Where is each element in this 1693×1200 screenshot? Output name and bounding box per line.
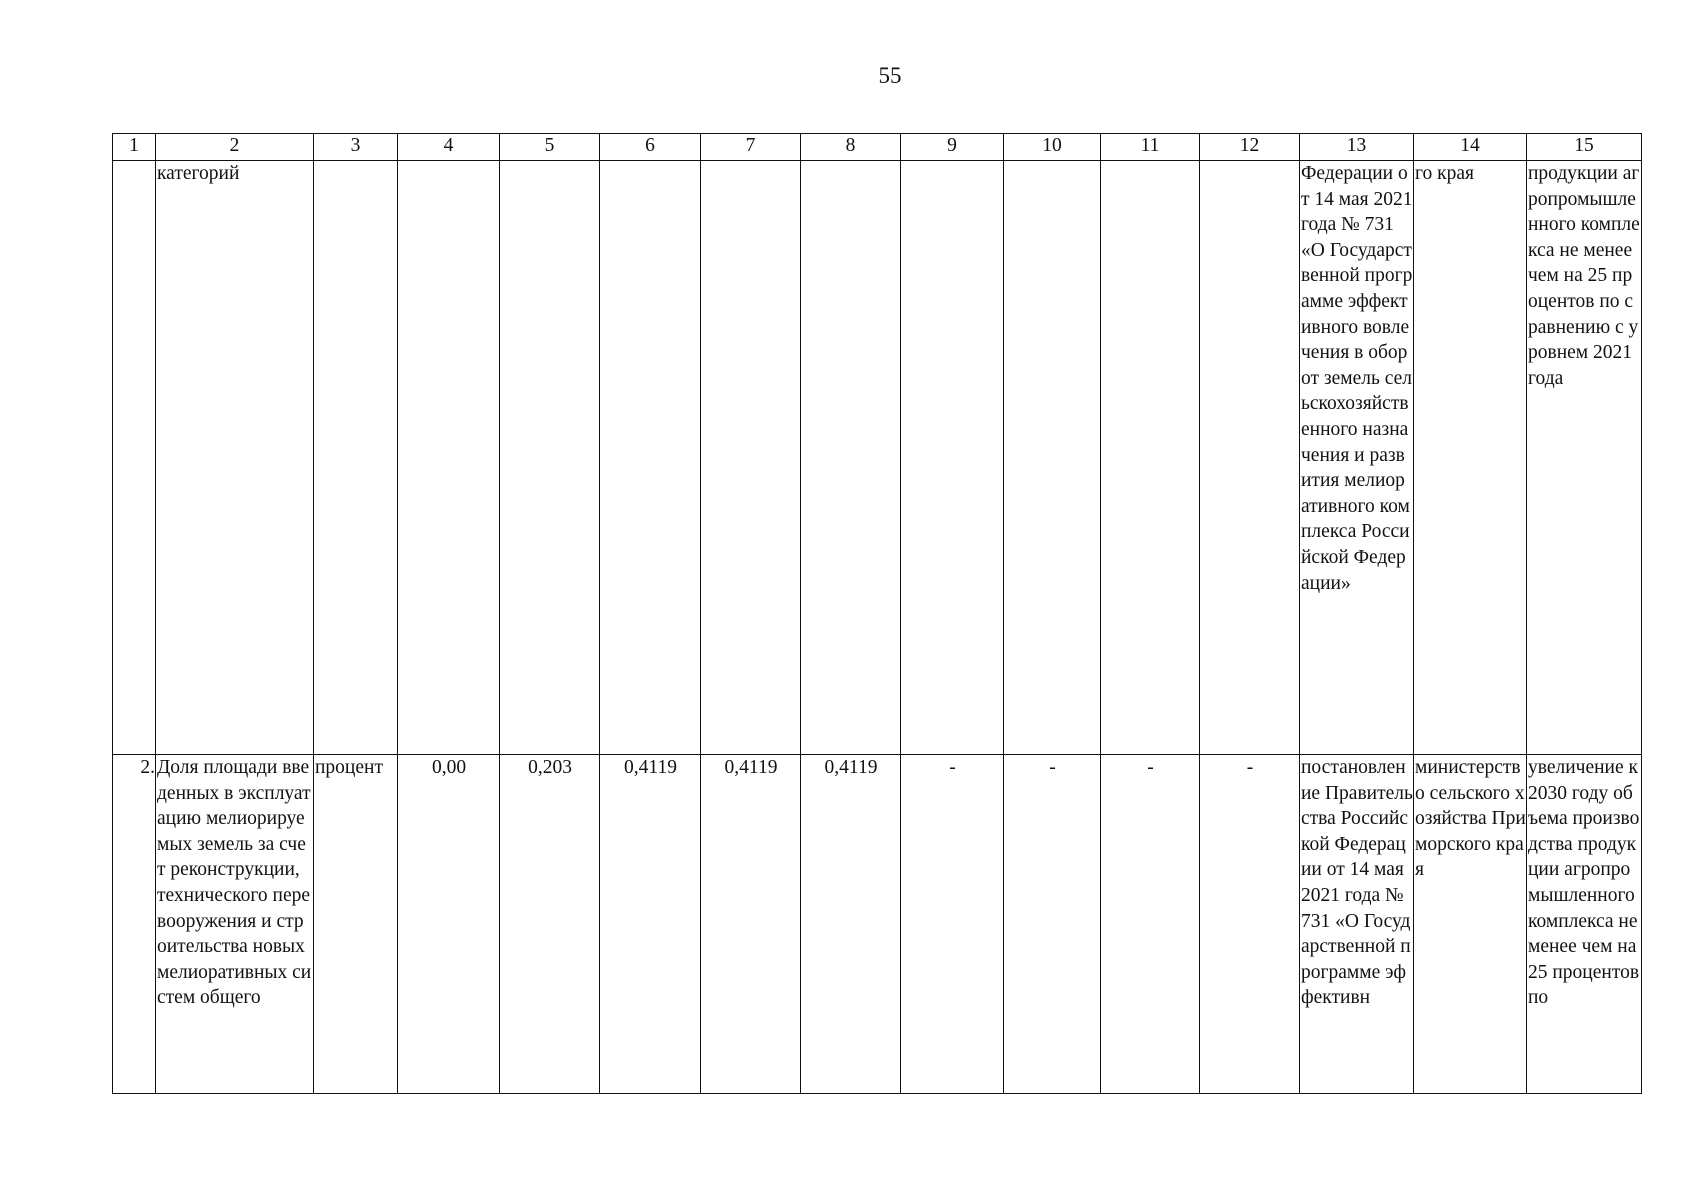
indicator-cell: Доля площади введенных в эксплуатацию мелиорируемых земель за счет реконструкции, технического перевооружения и строительства новых мелиоративных систем общего (156, 755, 314, 1094)
result-cell: увеличение к 2030 году объема производства продукции агропромышленного комплекса не менее чем на 25 процентов по (1527, 755, 1642, 1094)
value-cell: 0,203 (500, 755, 600, 1094)
value-cell: - (1200, 755, 1300, 1094)
responsible-cell: го края (1414, 161, 1527, 755)
column-header: 2 (156, 134, 314, 161)
value-cell (500, 161, 600, 755)
value-cell: 0,00 (398, 755, 500, 1094)
unit-cell: процент (314, 755, 398, 1094)
result-cell: продукции агропромышленного комплекса не менее чем на 25 процентов по сравнению с уровнем 2021 года (1527, 161, 1642, 755)
row-number-cell (113, 161, 156, 755)
column-header: 13 (1300, 134, 1414, 161)
data-table (112, 133, 1642, 1094)
value-cell: - (1101, 755, 1200, 1094)
value-cell (701, 161, 801, 755)
value-cell: 0,4119 (801, 755, 901, 1094)
value-cell (1200, 161, 1300, 755)
table-row-2 (113, 755, 1642, 1094)
document-basis-cell: постановление Правительства Российской Федерации от 14 мая 2021 года № 731 «О Государственной программе эффективн (1300, 755, 1414, 1094)
column-header: 11 (1101, 134, 1200, 161)
column-header: 7 (701, 134, 801, 161)
value-cell (398, 161, 500, 755)
value-cell (600, 161, 701, 755)
value-cell: - (901, 755, 1004, 1094)
column-header: 3 (314, 134, 398, 161)
unit-cell (314, 161, 398, 755)
column-header: 4 (398, 134, 500, 161)
column-header: 10 (1004, 134, 1101, 161)
column-header: 1 (113, 134, 156, 161)
indicator-cell: категорий (156, 161, 314, 755)
value-cell: - (1004, 755, 1101, 1094)
table-row-continuation (113, 161, 1642, 755)
column-header: 5 (500, 134, 600, 161)
value-cell (1004, 161, 1101, 755)
responsible-cell: министерство сельского хозяйства Приморского края (1414, 755, 1527, 1094)
column-header: 8 (801, 134, 901, 161)
value-cell (901, 161, 1004, 755)
page-number: 55 (878, 63, 902, 88)
header-row (113, 134, 1642, 161)
column-header: 6 (600, 134, 701, 161)
value-cell (801, 161, 901, 755)
column-header: 9 (901, 134, 1004, 161)
column-header: 14 (1414, 134, 1527, 161)
row-number-cell: 2. (113, 755, 156, 1094)
column-header: 12 (1200, 134, 1300, 161)
document-basis-cell: Федерации от 14 мая 2021 года № 731 «О Государственной программе эффективного вовлечения в оборот земель сельскохозяйственного назначения и развития мелиоративного комплекса Российской Федерации» (1300, 161, 1414, 755)
column-header: 15 (1527, 134, 1642, 161)
value-cell: 0,4119 (701, 755, 801, 1094)
value-cell: 0,4119 (600, 755, 701, 1094)
value-cell (1101, 161, 1200, 755)
